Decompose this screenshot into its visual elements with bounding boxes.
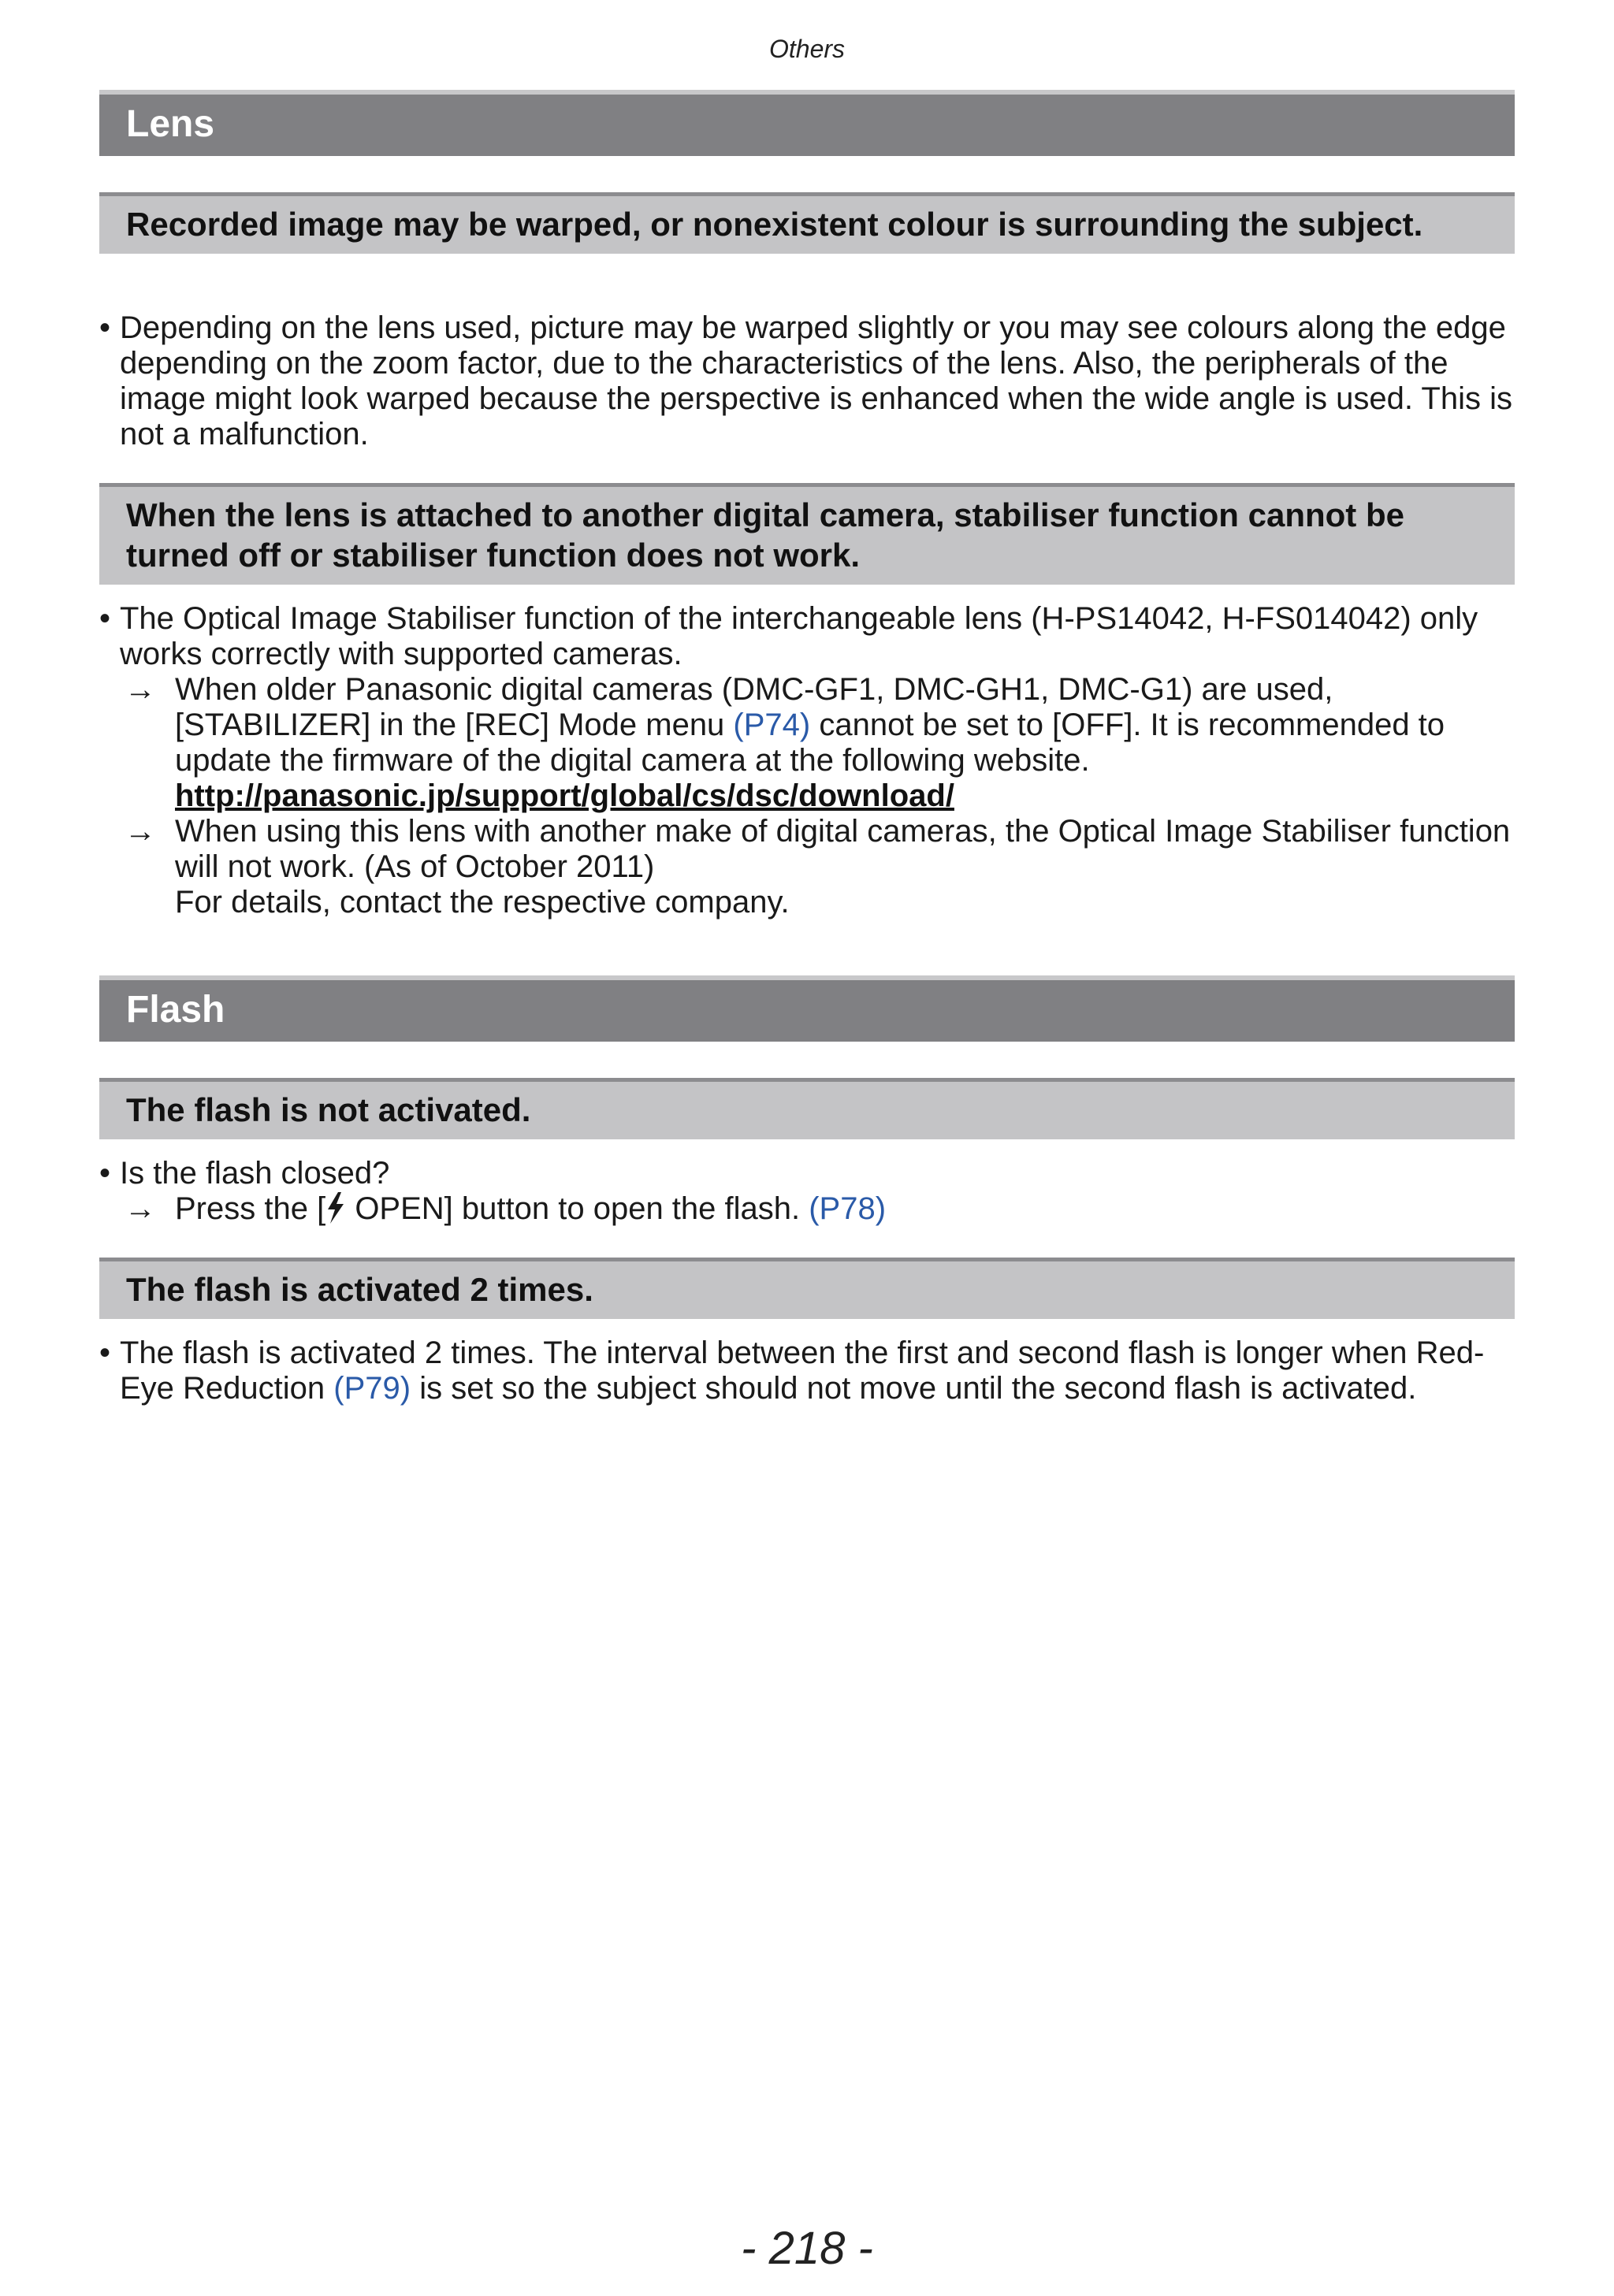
topic-body-stabiliser: [99, 601, 1515, 920]
sub-text: When using this lens with another make of digital cameras, the Optical Image Stabiliser function will not work. (As of October 2011): [175, 814, 1511, 884]
list-item: [99, 1156, 1515, 1191]
sub-text: For details, contact the respective company.: [175, 885, 790, 920]
bullet-text: is set so the subject should not move until the second flash is activated.: [411, 1371, 1417, 1406]
arrow-icon: →: [125, 672, 156, 707]
topic-header-flash-not-activated: [99, 1078, 1515, 1139]
topic-title: When the lens is attached to another digital camera, stabiliser function cannot be turned off or stabiliser function does not work.: [126, 496, 1404, 574]
sub-item: [99, 814, 1515, 920]
section-title: Lens: [126, 103, 215, 145]
sub-text: cannot be set to [OFF]. It is recommended to update the firmware of the digital camera at the following website.: [175, 708, 1445, 778]
topic-body-flash-not-activated: [99, 1156, 1515, 1227]
topic-body-flash-twice: [99, 1336, 1515, 1406]
list-item: [99, 310, 1515, 452]
topic-header-flash-twice: [99, 1258, 1515, 1319]
section-title: Flash: [126, 989, 225, 1031]
sub-text: Press the [: [175, 1191, 326, 1226]
bullet-glyph: •: [99, 310, 111, 345]
page-reference-link[interactable]: (P74): [733, 708, 811, 742]
sub-item: [99, 672, 1515, 814]
list-item: [99, 601, 1515, 672]
sub-text: OPEN] button to open the flash.: [346, 1191, 809, 1226]
topic-title: The flash is not activated.: [126, 1091, 531, 1128]
bullet-glyph: •: [99, 1156, 111, 1191]
section-header-flash: [99, 975, 1515, 1042]
topic-title: The flash is activated 2 times.: [126, 1271, 593, 1308]
sub-text: When older Panasonic digital cameras (DMC-GF1, DMC-GH1, DMC-G1) are used, [STABILIZER] in the [REC] Mode menu: [175, 672, 1333, 742]
page-number: - 218 -: [741, 2223, 873, 2274]
bullet-text: The Optical Image Stabiliser function of the interchangeable lens (H-PS14042, H-FS014042) only works correctly with supported cameras.: [120, 601, 1478, 671]
firmware-url-link[interactable]: http://panasonic.jp/support/global/cs/dsc/download/: [175, 778, 954, 813]
running-head: Others: [768, 35, 846, 63]
topic-header-warped-image: [99, 192, 1515, 254]
sub-item: [99, 1191, 1515, 1227]
page-reference-link[interactable]: (P78): [809, 1191, 887, 1226]
bullet-text: The flash is activated 2 times. The interval between the first and second flash is longer when Red-Eye Reduction: [120, 1336, 1485, 1406]
topic-title: Recorded image may be warped, or nonexistent colour is surrounding the subject.: [126, 206, 1423, 243]
list-item: [99, 1336, 1515, 1406]
bullet-text: Depending on the lens used, picture may be warped slightly or you may see colours along the edge depending on the zoom factor, due to the characteristics of the lens. Also, the peripherals of the image might look warped because the perspective is enhanced when the wide angle is used. This is not a malfunction.: [120, 310, 1512, 451]
bullet-text: Is the flash closed?: [120, 1156, 390, 1191]
arrow-icon: →: [125, 814, 156, 849]
arrow-icon: →: [125, 1191, 156, 1226]
topic-header-stabiliser: [99, 483, 1515, 585]
bullet-glyph: •: [99, 601, 111, 636]
bullet-glyph: •: [99, 1336, 111, 1370]
section-header-lens: [99, 90, 1515, 156]
page-reference-link[interactable]: (P79): [333, 1371, 411, 1406]
flash-icon: [325, 1192, 346, 1224]
topic-body-warped-image: [99, 310, 1515, 452]
